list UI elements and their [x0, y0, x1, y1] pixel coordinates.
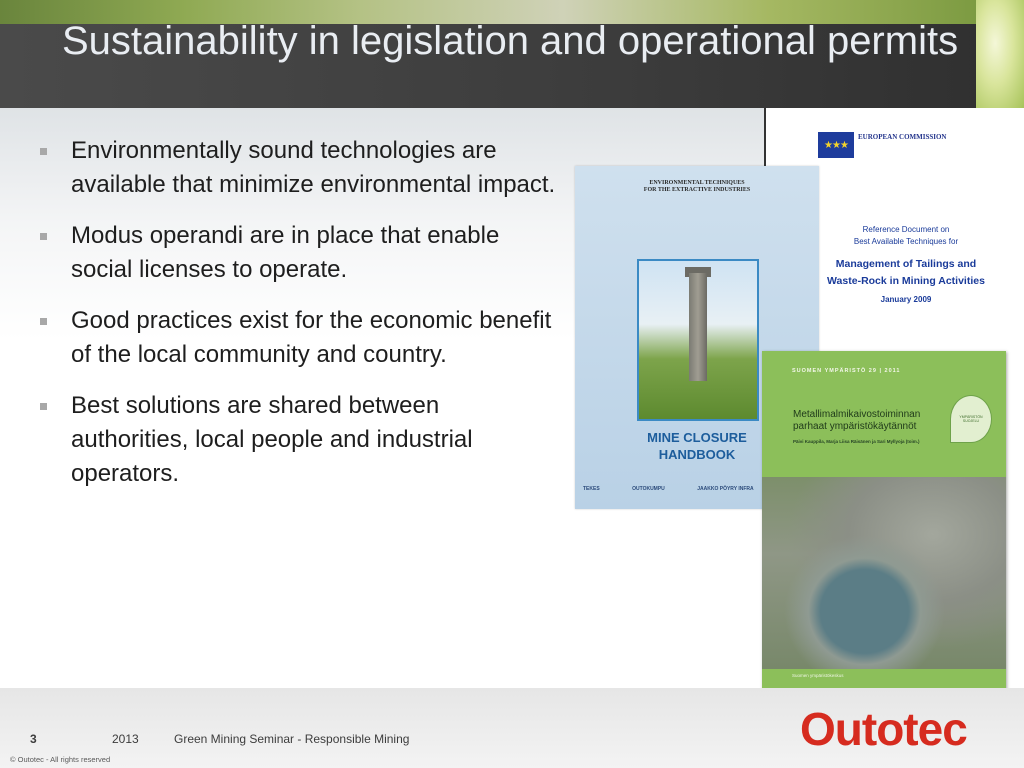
eu-ref-text [806, 224, 1006, 248]
leaf-badge-icon [950, 395, 992, 443]
mch-header [585, 180, 809, 194]
finnish-environment-report-cover [762, 351, 1006, 691]
bullet-list [40, 134, 560, 508]
outokumpu-logo: OUTOKUMPU [632, 486, 665, 492]
footer-year: 2013 [112, 732, 139, 746]
slide-title: Sustainability in legislation and operational permits [62, 19, 959, 63]
mine-tower-photo [637, 259, 759, 421]
copyright: © Outotec - All rights reserved [10, 755, 111, 764]
fi-series-label: SUOMEN YMPÄRISTÖ 29 | 2011 [792, 368, 901, 374]
fi-title [793, 409, 963, 433]
bullet-text: Best solutions are shared between authorities, local people and industrial operators. [71, 392, 473, 487]
bullet-marker [40, 318, 47, 325]
mch-title-line: MINE CLOSURE [647, 430, 747, 445]
bullet-item [40, 134, 560, 202]
mch-header-line: ENVIRONMENTAL TECHNIQUES [649, 180, 745, 186]
tower-shape [689, 273, 707, 381]
bullet-item [40, 389, 560, 491]
eu-commission-label: EUROPEAN COMMISSION [858, 133, 947, 141]
bullet-item [40, 219, 560, 287]
fi-title-line: Metallimalmikaivostoiminnan [793, 409, 921, 420]
bullet-marker [40, 148, 47, 155]
bullet-marker [40, 233, 47, 240]
mch-title-line: HANDBOOK [658, 447, 736, 462]
footer-event: Green Mining Seminar - Responsible Mining [174, 732, 410, 746]
bullet-item [40, 304, 560, 372]
open-pit-mine-aerial-photo [762, 477, 1006, 669]
eu-main-title [806, 256, 1006, 290]
fi-authors: Päivi Kauppila, Marja Liisa Räisänen ja Sari Myllyoja (toim.) [793, 439, 920, 444]
leaf-corner-decoration [976, 0, 1024, 108]
eu-ref-line: Reference Document on [862, 225, 950, 234]
fi-title-line: parhaat ympäristökäytännöt [793, 421, 917, 432]
tekes-logo: TEKES [583, 486, 600, 492]
bullet-marker [40, 403, 47, 410]
poyry-logo: JAAKKO PÖYRY INFRA [697, 486, 754, 492]
outotec-logo: Outotec [800, 703, 967, 755]
leaf-badge-label: YMPÄRISTÖN SUOJELU [959, 415, 983, 423]
eu-main-line: Waste-Rock in Mining Activities [827, 275, 985, 287]
eu-date: January 2009 [880, 295, 932, 304]
bullet-text: Environmentally sound technologies are available that minimize environmental impact. [71, 137, 556, 198]
eu-ref-line: Best Available Techniques for [853, 237, 959, 246]
mch-header-line: FOR THE EXTRACTIVE INDUSTRIES [643, 187, 751, 193]
page-number: 3 [30, 732, 37, 746]
eu-main-line: Management of Tailings and [835, 258, 977, 270]
bullet-text: Modus operandi are in place that enable social licenses to operate. [71, 222, 500, 283]
bullet-text: Good practices exist for the economic benefit of the local community and country. [71, 307, 552, 368]
fi-publisher: Suomen ympäristökeskus [792, 673, 844, 678]
eu-flag-icon: ★★★ [818, 132, 854, 158]
